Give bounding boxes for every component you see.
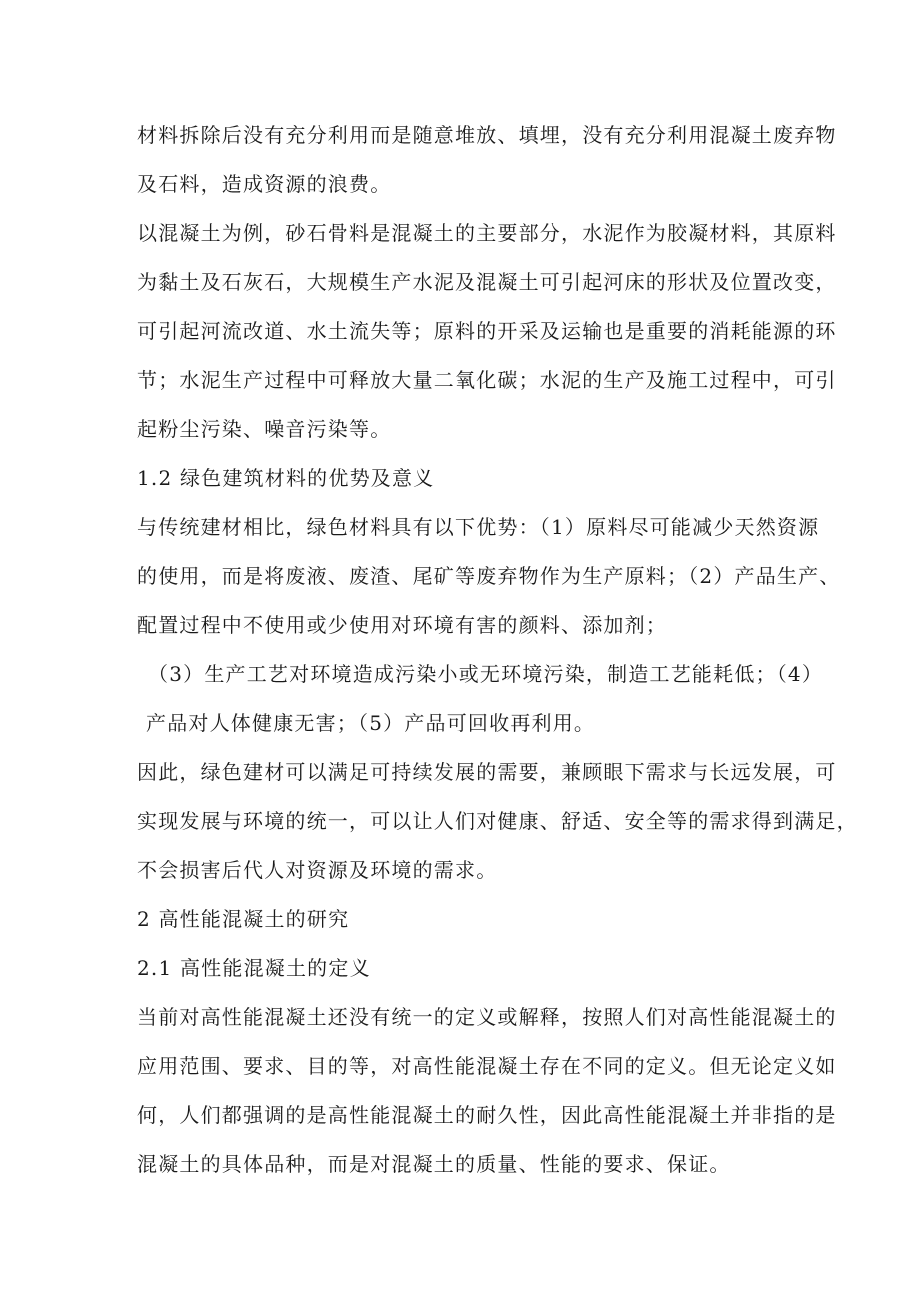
- paragraph-text-line: 混凝土的具体品种，而是对混凝土的质量、性能的要求、保证。: [137, 1152, 731, 1176]
- paragraph-text-line: 可引起河流改道、水土流失等；原料的开采及运输也是重要的消耗能源的环: [137, 319, 837, 343]
- paragraph-text-line: （3）生产工艺对环境造成污染小或无环境污染，制造工艺能耗低；（4）: [148, 662, 824, 686]
- paragraph-text-line: 实现发展与环境的统一，可以让人们对健康、舒适、安全等的需求得到满足，: [137, 809, 858, 833]
- paragraph-text-line: 何，人们都强调的是高性能混凝土的耐久性，因此高性能混凝土并非指的是: [137, 1103, 837, 1127]
- paragraph-text-line: 为黏土及石灰石，大规模生产水泥及混凝土可引起河床的形状及位置改变，: [137, 270, 837, 294]
- paragraph-text-line: 以混凝土为例，砂石骨料是混凝土的主要部分，水泥作为胶凝材料，其原料: [137, 221, 837, 245]
- paragraph-text-line: 配置过程中不使用或少使用对环境有害的颜料、添加剂；: [137, 613, 667, 637]
- section-heading-2: 2 高性能混凝土的研究: [137, 907, 350, 931]
- paragraph-text-line: 节；水泥生产过程中可释放大量二氧化碳；水泥的生产及施工过程中，可引: [137, 368, 837, 392]
- section-heading-1-2: 1.2 绿色建筑材料的优势及意义: [137, 466, 435, 490]
- section-heading-2-1: 2.1 高性能混凝土的定义: [137, 956, 371, 980]
- body-text-line: 材料拆除后没有充分利用而是随意堆放、填埋，没有充分利用混凝土废弃物: [137, 123, 837, 147]
- paragraph-text-line: 与传统建材相比，绿色材料具有以下优势：（1）原料尽可能减少天然资源: [137, 515, 820, 539]
- paragraph-text-line: 产品对人体健康无害；（5）产品可回收再利用。: [146, 711, 596, 735]
- paragraph-text-line: 当前对高性能混凝土还没有统一的定义或解释，按照人们对高性能混凝土的: [137, 1005, 837, 1029]
- paragraph-text-line: 应用范围、要求、目的等，对高性能混凝土存在不同的定义。但无论定义如: [137, 1054, 837, 1078]
- paragraph-text-line: 因此，绿色建材可以满足可持续发展的需要，兼顾眼下需求与长远发展，可: [137, 760, 837, 784]
- paragraph-text-line: 不会损害后代人对资源及环境的需求。: [137, 858, 498, 882]
- body-text-line: 及石料，造成资源的浪费。: [137, 172, 392, 196]
- paragraph-text-line: 起粉尘污染、噪音污染等。: [137, 417, 392, 441]
- paragraph-text-line: 的使用，而是将废液、废渣、尾矿等废弃物作为生产原料；（2）产品生产、: [137, 564, 841, 588]
